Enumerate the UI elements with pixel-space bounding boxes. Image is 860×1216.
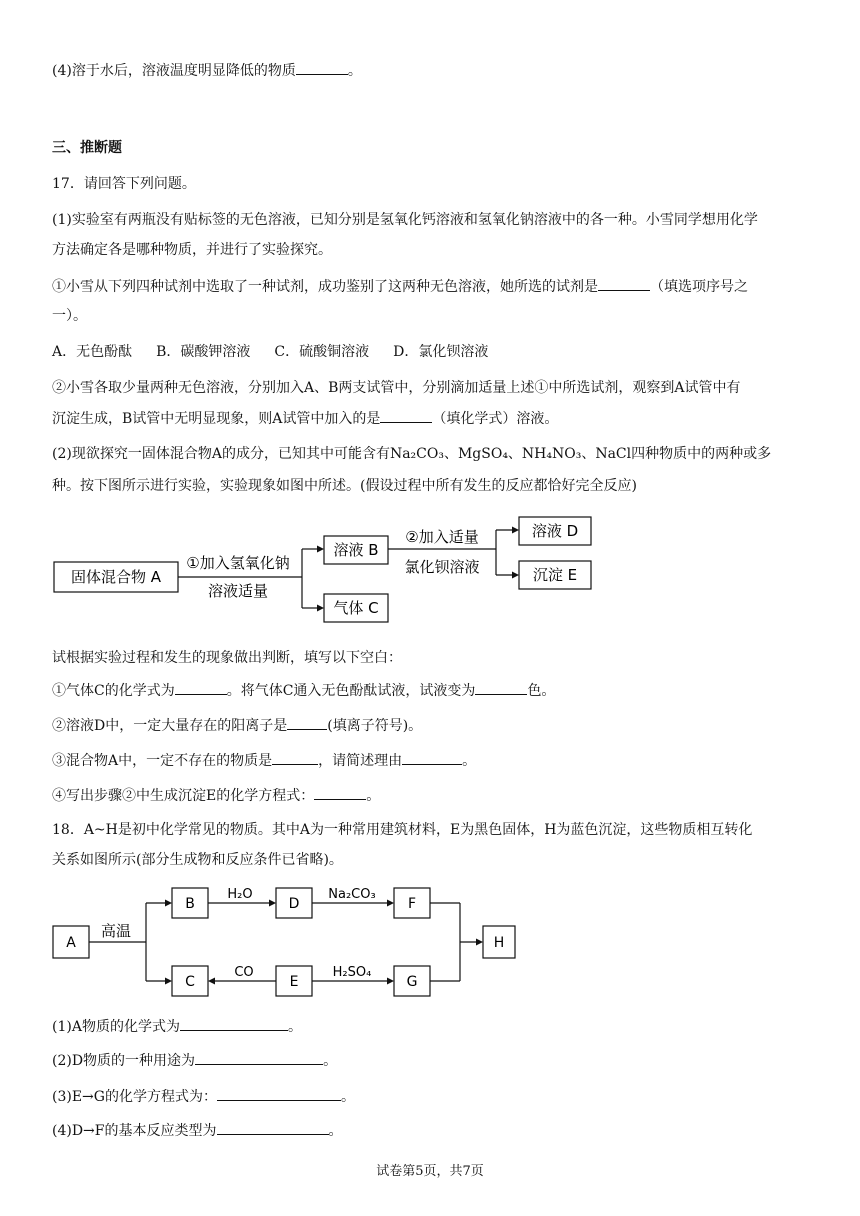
q17-p2-line2: 种。按下图所示进行实验，实验现象如图中所述。(假设过程中所有发生的反应都恰好完全反应) xyxy=(52,478,637,494)
q18-q4-text: (4)D→F的基本反应类型为 xyxy=(52,1123,217,1139)
q18-q2 xyxy=(52,1050,337,1071)
q17-a1-mid: 。将气体C通入无色酚酞试液，试液变为 xyxy=(226,683,476,699)
q17-intro: 试根据实验过程和发生的现象做出判断，填写以下空白： xyxy=(52,650,402,666)
q17-a3-end: 。 xyxy=(462,753,477,769)
label-f: F xyxy=(407,896,417,912)
q18-q1-text: (1)A物质的化学式为 xyxy=(52,1019,180,1035)
label-e: E xyxy=(289,974,299,990)
label-c: C xyxy=(185,974,195,990)
q17-a1-end: 色。 xyxy=(527,683,556,699)
q18-q1-end: 。 xyxy=(287,1019,302,1035)
q17-a1-text: ①气体C的化学式为 xyxy=(52,683,175,699)
q17-a4 xyxy=(52,785,380,806)
q17-s1-hint: （填选项序号之 xyxy=(650,279,748,295)
q17-p1-line1: (1)实验室有两瓶没有贴标签的无色溶液，已知分别是氢氧化钙溶液和氢氧化钠溶液中的各一种。小雪同学想用化学 xyxy=(52,212,758,228)
label-h2o: H₂O xyxy=(227,887,253,902)
q17-a2 xyxy=(52,715,422,736)
q17-a2-end: (填离子符号)。 xyxy=(327,718,423,734)
page-footer: 试卷第5页，共7页 xyxy=(376,1164,484,1179)
label-h: H xyxy=(493,935,505,951)
q17-s2-hint: （填化学式）溶液。 xyxy=(432,411,559,427)
q17-s1-text: ①小雪从下列四种试剂中选取了一种试剂，成功鉴别了这两种无色溶液，她所选的试剂是 xyxy=(52,279,598,295)
answer-blank[interactable] xyxy=(272,750,318,765)
label-na2co3: Na₂CO₃ xyxy=(328,887,376,902)
q18-q4 xyxy=(52,1120,343,1141)
section-heading: 三、推断题 xyxy=(52,140,122,156)
q17-title: 17．请回答下列问题。 xyxy=(52,176,196,192)
label-solution-b: 溶液 B xyxy=(333,541,379,559)
q17-a4-end: 。 xyxy=(366,788,381,804)
option-b: B．碳酸钾溶液 xyxy=(156,344,251,360)
q17-s1-line2: 一）。 xyxy=(52,308,87,324)
answer-blank[interactable] xyxy=(598,276,650,291)
label-step1-top: ①加入氢氧化钠 xyxy=(186,554,290,572)
answer-blank[interactable] xyxy=(195,1050,323,1065)
q18-q1 xyxy=(52,1016,302,1037)
q18-q3-text: (3)E→G的化学方程式为： xyxy=(52,1089,217,1105)
label-high-temp: 高温 xyxy=(100,922,132,940)
q18-q3 xyxy=(52,1086,355,1107)
label-mixture-a: 固体混合物 A xyxy=(70,568,162,586)
label-step1-bottom: 溶液适量 xyxy=(207,582,269,600)
answer-blank[interactable] xyxy=(217,1120,329,1135)
q18-line2: 关系如图所示(部分生成物和反应条件已省略)。 xyxy=(52,852,343,868)
answer-blank[interactable] xyxy=(180,1016,288,1031)
q17-a3 xyxy=(52,750,476,771)
label-precipitate-e: 沉淀 E xyxy=(532,566,578,584)
option-c: C．硫酸铜溶液 xyxy=(274,344,370,360)
label-co: CO xyxy=(234,965,254,980)
q17-p1-line2: 方法确定各是哪种物质，并进行了实验探究。 xyxy=(52,242,332,258)
label-a: A xyxy=(66,935,76,951)
experiment-flow-diagram xyxy=(50,512,610,632)
q18-q4-end: 。 xyxy=(328,1123,343,1139)
reaction-relation-diagram xyxy=(50,880,530,1005)
label-step2-top: ②加入适量 xyxy=(405,528,479,546)
answer-blank[interactable] xyxy=(296,60,348,75)
q17-a3-mid: ，请简述理由 xyxy=(318,753,403,769)
q16-4-line xyxy=(52,60,362,81)
q18-q2-end: 。 xyxy=(323,1053,338,1069)
q17-a1 xyxy=(52,680,555,701)
answer-blank[interactable] xyxy=(380,408,432,423)
label-solution-d: 溶液 D xyxy=(531,522,579,540)
option-a: A．无色酚酞 xyxy=(52,344,133,360)
answer-blank[interactable] xyxy=(402,750,462,765)
q17-options xyxy=(52,342,488,362)
answer-blank[interactable] xyxy=(217,1086,341,1101)
q17-p2-line1: (2)现欲探究一固体混合物A的成分，已知其中可能含有Na₂CO₃、MgSO₄、NH₄NO₃、NaCl四种物质中的两种或多 xyxy=(52,446,772,462)
label-b: B xyxy=(185,896,195,912)
q17-s2-line2 xyxy=(52,408,558,429)
option-d: D．氯化钡溶液 xyxy=(393,344,489,360)
answer-blank[interactable] xyxy=(175,680,227,695)
q17-a3-text: ③混合物A中，一定不存在的物质是 xyxy=(52,753,273,769)
label-d: D xyxy=(288,896,300,912)
q17-s1-line1 xyxy=(52,276,748,297)
q18-q2-text: (2)D物质的一种用途为 xyxy=(52,1053,196,1069)
q17-s2-line1: ②小雪各取少量两种无色溶液，分别加入A、B两支试管中，分别滴加适量上述①中所选试剂，观察到A试管中有 xyxy=(52,380,741,396)
answer-blank[interactable] xyxy=(314,785,366,800)
label-gas-c: 气体 C xyxy=(333,599,379,617)
q18-q3-end: 。 xyxy=(340,1089,355,1105)
answer-blank[interactable] xyxy=(475,680,527,695)
answer-blank[interactable] xyxy=(287,715,327,730)
q17-s2-text: 沉淀生成，B试管中无明显现象，则A试管中加入的是 xyxy=(52,411,381,427)
label-g: G xyxy=(406,974,418,990)
q16-4-end: 。 xyxy=(347,63,362,79)
q18-line1: 18．A~H是初中化学常见的物质。其中A为一种常用建筑材料，E为黑色固体，H为蓝色沉淀，这些物质相互转化 xyxy=(52,822,753,838)
q16-4-text: (4)溶于水后，溶液温度明显降低的物质 xyxy=(52,63,296,79)
label-h2so4: H₂SO₄ xyxy=(332,965,372,980)
q17-a4-text: ④写出步骤②中生成沉淀E的化学方程式： xyxy=(52,788,315,804)
label-step2-bottom: 氯化钡溶液 xyxy=(404,558,480,576)
q17-a2-text: ②溶液D中，一定大量存在的阳离子是 xyxy=(52,718,288,734)
